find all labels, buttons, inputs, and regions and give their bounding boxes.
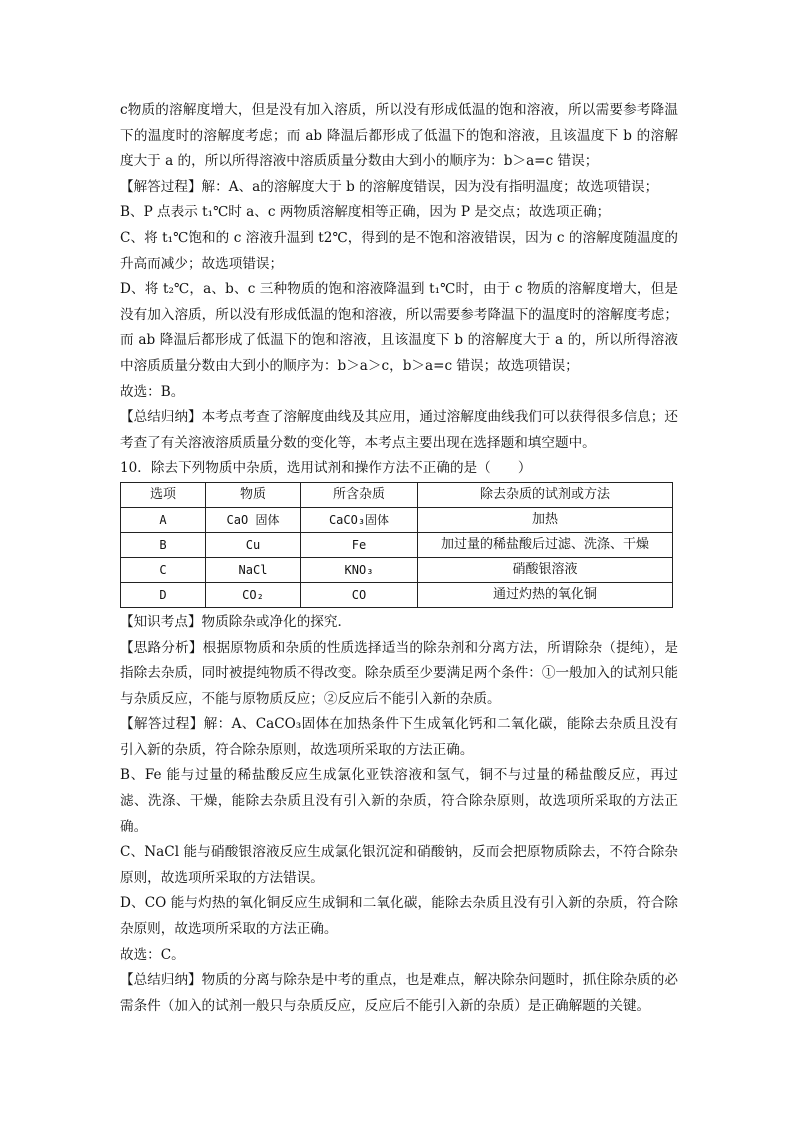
table-row bbox=[121, 557, 673, 582]
paragraph: D、将 t₂℃，a、b、c 三种物质的饱和溶液降温到 t₁℃时，由于 c 物质的溶解度增大，但是没有加入溶质，所以没有形成低温的饱和溶液，所以需要参考降温下的温度时的溶解度考虑；而 ab 降温后都形成了低温下的饱和溶液，且该温度下 b 的溶解度大于 a 的，所以所得溶液中溶质质量分数由大到小的顺序为：b＞a＞c，b＞a=c 错误；故选项错误； bbox=[120, 281, 678, 374]
table-cell: CO₂ bbox=[206, 582, 301, 607]
table-cell: 硝酸银溶液 bbox=[418, 557, 673, 582]
table-cell: NaCl bbox=[206, 557, 301, 582]
paragraph: c物质的溶解度增大，但是没有加入溶质，所以没有形成低温的饱和溶液，所以需要参考降温下的温度时的溶解度考虑；而 ab 降温后都形成了低温下的饱和溶液，且该温度下 b 的溶解度大于 a 的，所以所得溶液中溶质质量分数由大到小的顺序为：b＞a=c 错误； bbox=[120, 102, 678, 170]
table-cell: CaO 固体 bbox=[206, 507, 301, 532]
table-cell: A bbox=[121, 507, 206, 532]
table-cell: KNO₃ bbox=[301, 557, 418, 582]
table-cell: C bbox=[121, 557, 206, 582]
table-row bbox=[121, 582, 673, 607]
paragraph: 【解答过程】解：A、CaCO₃固体在加热条件下生成氧化钙和二氧化碳，能除去杂质且没有引入新的杂质，符合除杂原则，故选项所采取的方法正确。 bbox=[120, 716, 678, 758]
paragraph: C、将 t₁℃饱和的 c 溶液升温到 t2℃，得到的是不饱和溶液错误，因为 c 的溶解度随温度的升高而减少；故选项错误； bbox=[120, 229, 678, 272]
table-cell: Cu bbox=[206, 532, 301, 557]
table-header-row bbox=[121, 482, 673, 507]
table-cell: B bbox=[121, 532, 206, 557]
table-cell: CO bbox=[301, 582, 418, 607]
paragraph: 【知识考点】物质除杂或净化的探究． bbox=[120, 613, 352, 630]
paragraph: B、P 点表示 t₁℃时 a、c 两物质溶解度相等正确，因为 P 是交点；故选项正确； bbox=[120, 204, 611, 221]
table-cell: 加过量的稀盐酸后过滤、洗涤、干燥 bbox=[418, 532, 673, 557]
table-header: 选项 bbox=[121, 482, 206, 507]
paragraph: B、Fe 能与过量的稀盐酸反应生成氯化亚铁溶液和氢气，铜不与过量的稀盐酸反应，再过滤、洗涤、干燥，能除去杂质且没有引入新的杂质，符合除杂原则，故选项所采取的方法正确。 bbox=[120, 767, 678, 835]
paragraph: 【解答过程】解：A、a的溶解度大于 b 的溶解度错误，因为没有指明温度；故选项错误； bbox=[120, 178, 659, 195]
paragraph: 【总结归纳】物质的分离与除杂是中考的重点，也是难点，解决除杂问题时，抓住除杂质的必需条件（加入的试剂一般只与杂质反应，反应后不能引入新的杂质）是正确解题的关键。 bbox=[120, 972, 678, 1014]
table-header: 除去杂质的试剂或方法 bbox=[418, 482, 673, 507]
table-cell: D bbox=[121, 582, 206, 607]
table-row bbox=[121, 532, 673, 557]
paragraph: 故选：B。 bbox=[120, 383, 185, 400]
paragraph: 故选：C。 bbox=[120, 946, 185, 963]
table-header: 物质 bbox=[206, 482, 301, 507]
table-cell: Fe bbox=[301, 532, 418, 557]
table-header: 所含杂质 bbox=[301, 482, 418, 507]
impurity-table bbox=[120, 482, 673, 608]
document-content bbox=[120, 98, 678, 1019]
table-cell: 加热 bbox=[418, 507, 673, 532]
paragraph: 【总结归纳】本考点考查了溶解度曲线及其应用，通过溶解度曲线我们可以获得很多信息；还考查了有关溶液溶质质量分数的变化等，本考点主要出现在选择题和填空题中。 bbox=[120, 409, 678, 451]
table-cell: 通过灼热的氧化铜 bbox=[418, 582, 673, 607]
paragraph: C、NaCl 能与硝酸银溶液反应生成氯化银沉淀和硝酸钠，反而会把原物质除去，不符合除杂原则，故选项所采取的方法错误。 bbox=[120, 844, 678, 886]
paragraph: 【思路分析】根据原物质和杂质的性质选择适当的除杂剂和分离方法，所谓除杂（提纯），是指除去杂质，同时被提纯物质不得改变。除杂质至少要满足两个条件：①一般加入的试剂只能与杂质反应，不能与原物质反应；②反应后不能引入新的杂质。 bbox=[120, 639, 678, 707]
table-cell: CaCO₃固体 bbox=[301, 507, 418, 532]
paragraph: D、CO 能与灼热的氧化铜反应生成铜和二氧化碳，能除去杂质且没有引入新的杂质，符合除杂原则，故选项所采取的方法正确。 bbox=[120, 895, 678, 938]
question-10-stem: 10．除去下列物质中杂质，选用试剂和操作方法不正确的是（ ） bbox=[120, 460, 532, 477]
table-row bbox=[121, 507, 673, 532]
